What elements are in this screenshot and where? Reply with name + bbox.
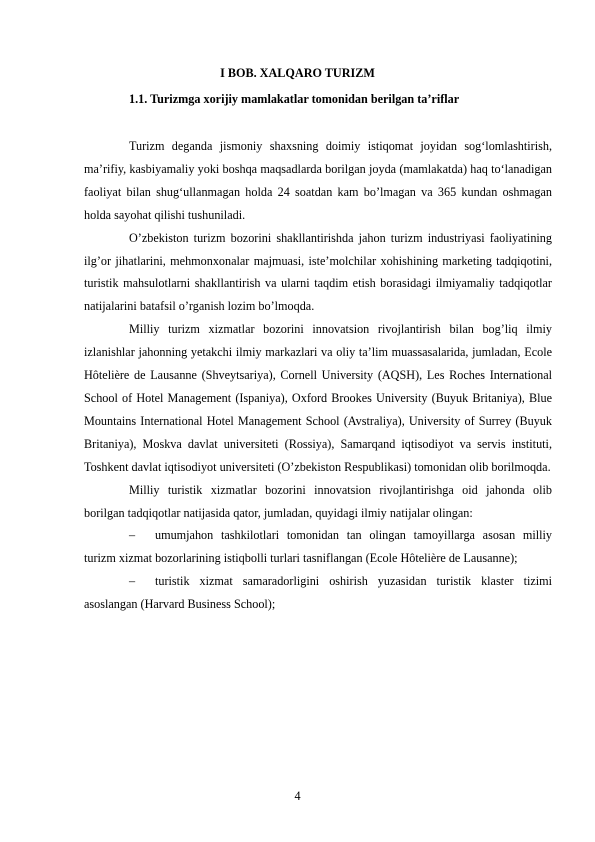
paragraph: Milliy turistik xizmatlar bozorini innovatsion rivojlantirishga oid jahonda olib borilgan tadqiqotlar natijasida qator, jumladan, quyidagi ilmiy natijalar olingan:	[84, 482, 552, 520]
dash-bullet-icon: –	[129, 574, 136, 589]
paragraph: Milliy turizm xizmatlar bozorini innovatsion rivojlantirish bilan bog’liq ilmiy izlanishlar jahonning yetakchi ilmiy markazlari va oliy ta’lim muassasalarida, jumladan, Ecole Hôtelière de Lausanne (Shveytsariya), Cornell University (AQSH), Les Roches International School of Hotel Management (Ispaniya), Oxford Brookes University (Buyuk Britaniya), Blue Mountains International Hotel Management School (Avstraliya), University of Surrey (Buyuk Britaniya), Moskva davlat universiteti (Rossiya), Samarqand iqtisodiyot va servis instituti, Toshkent davlat iqtisodiyot universiteti (O’zbekiston Respublikasi) tomonidan olib borilmoqda.	[84, 322, 552, 474]
list-item	[84, 524, 552, 570]
paragraph: O’zbekiston turizm bozorini shakllantirishda jahon turizm industriyasi faoliyatining ilg’or jihatlarini, mehmonxonalar majmuasi, iste’molchilar xohishining marketing tadqiqotini, turistik mahsulotlarni shakllantirish va ularni taqdim etish borasidagi ilmiyamaliy tadqiqotlar natijalarini batafsil o’rganish lozim bo’lmoqda.	[84, 230, 552, 314]
list-item	[84, 570, 552, 616]
dash-bullet-icon: –	[129, 528, 136, 543]
body-text	[84, 135, 552, 616]
page-number: 4	[294, 789, 301, 803]
list-item-text: umumjahon tashkilotlari tomonidan tan olingan tamoyillarga asosan milliy turizm xizmat bozorlarining istiqbolli turlari tasniflangan (Ecole Hôtelière de Lausanne);	[84, 528, 552, 566]
section-heading: 1.1. Turizmga xorijiy mamlakatlar tomonidan berilgan ta’riflar	[129, 92, 460, 106]
paragraph: Turizm deganda jismoniy shaxsning doimiy istiqomat joyidan sog‘lomlashtirish, ma’rifiy, kasbiyamaliy yoki boshqa maqsadlarda borilgan joyda (mamlakatda) haq to‘lanadigan faoliyat bilan shug‘ullanmagan holda 24 soatdan kam bo’lmagan va 365 kundan oshmagan holda sayohat qilishi tushuniladi.	[84, 139, 552, 222]
chapter-heading: I BOB. XALQARO TURIZM	[220, 66, 375, 80]
list-item-text: turistik xizmat samaradorligini oshirish yuzasidan turistik klaster tizimi asoslangan (Harvard Business School);	[84, 574, 552, 612]
